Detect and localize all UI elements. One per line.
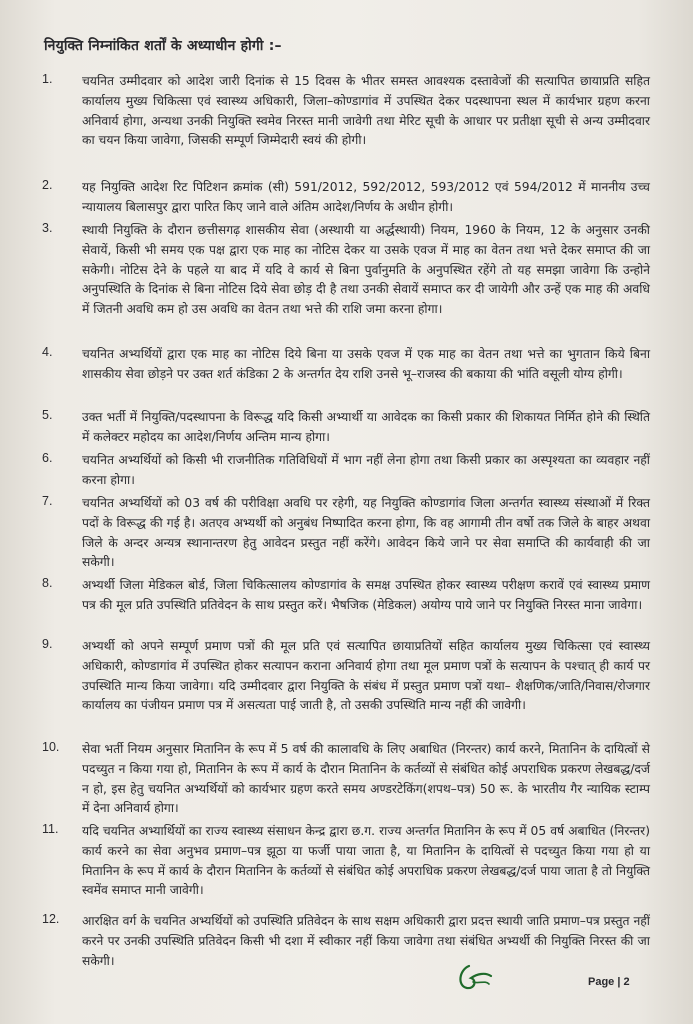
- clause-number: 7.: [42, 494, 53, 508]
- conditions-heading: नियुक्ति निम्नांकित शर्तों के अध्याधीन होगी :–: [44, 38, 282, 54]
- clause-number: 8.: [42, 576, 53, 590]
- clause-text: चयनित अभ्यर्थियों द्वारा एक माह का नोटिस दिये बिना या उसके एवज में एक माह का वेतन तथा भत्ते का भुगतान किये बिना शासकीय सेवा छोड़ने पर उक्त शर्त कंडिका 2 के अन्तर्गत देय राशि उनसे भू–राजस्व की बकाया की भांति वसूली योग्य होगी।: [82, 347, 650, 381]
- page-number: Page | 2: [588, 976, 630, 988]
- clause-number: 12.: [42, 912, 60, 926]
- clause-number: 1.: [42, 72, 53, 86]
- clause-text: स्थायी नियुक्ति के दौरान छत्तीसगढ़ शासकीय सेवा (अस्थायी या अर्द्धस्थायी) नियम, 1960 के नियम, 12 के अनुसार उनकी सेवायें, किसी भी समय एक पक्ष द्वारा एक माह का नोटिस देकर या उसके एवज में माह का वेतन तथा भत्ते देकर समाप्त की जा सकेगी। नोटिस देने के पहले या बाद में यदि वे कार्य से बिना पुर्वानुमति के अनुपस्थित रहेंगे तो यह समझा जावेगा कि उन्होने अनुपस्थिति के दिनांक से बिना नोटिस दिये सेवा छोड़ दी है तथा उनकी सेवायें समाप्त कर दी जायेगी और उन्हें एक माह की अवधि में जितनी अवधि कम हो उस अवधि का वेतन तथा भत्ते की राशि जमा करना होगा।: [82, 223, 650, 317]
- clause-text: चयनित उम्मीदवार को आदेश जारी दिनांक से 15 दिवस के भीतर समस्त आवश्यक दस्तावेजों की सत्यापित छायाप्रति सहित कार्यालय मुख्य चिकित्सा एवं स्वास्थ्य अधिकारी, जिला–कोण्डागांव में उपस्थित देकर पदस्थापना स्थल में कार्यभार ग्रहण करना अनिवार्य होगा, अन्यथा उनकी नियुक्ति स्वमेव निरस्त मानी जावेगी तथा मेरिट सूची के आधार पर प्रतीक्षा सूची से अन्य उम्मीदवार का चयन किया जावेगा, जिसकी सम्पूर्ण जिम्मेदारी स्वयं की होगी।: [82, 74, 650, 148]
- signature-mark: [455, 960, 495, 994]
- clause-text: अभ्यर्थी को अपने सम्पूर्ण प्रमाण पत्रों की मूल प्रति एवं सत्यापित छायाप्रतियों सहित कार्यालय मुख्य चिकित्सा एवं स्वास्थ्य अधिकारी, कोण्डागांव में उपस्थित होकर सत्यापन कराना अनिवार्य होगा तथा मूल प्रमाण पत्रों के सत्यापन के पश्चात् ही कार्य पर उपस्थिति मान्य किया जावेगा। यदि उम्मीदवार द्वारा नियुक्ति के संबंध में प्रस्तुत प्रमाण पत्रों यथा– शैक्षणिक/जाति/निवास/रोजगार कार्यालय का पंजीयन प्रमाण पत्र में असत्यता पाई जाती है, तो उसकी उपस्थिति मान्य नहीं की जावेगी।: [82, 639, 650, 713]
- clause-text: सेवा भर्ती नियम अनुसार मितानिन के रूप में 5 वर्ष की कालावधि के लिए अबाधित (निरन्तर) कार्य करने, मितानिन के दायित्वों से पदच्युत न किया गया हो, मितानिन के रूप में कार्य के दौरान मितानिन के कर्तव्यों से संबंधित कोई अपराधिक प्रकरण लेखबद्ध/दर्ज न हो, इस हेतु चयनित अभ्यर्थियों को कार्यभार ग्रहण करते समय अण्डरटेकिंग(शपथ–पत्र) 50 रू. के भारतीय गैर न्यायिक स्टाम्प में देना अनिवार्य होगा।: [82, 742, 650, 816]
- clause-text: अभ्यर्थी जिला मेडिकल बोर्ड, जिला चिकित्सालय कोण्डागांव के समक्ष उपस्थित होकर स्वास्थ्य परीक्षण करावें एवं स्वास्थ्य प्रमाण पत्र की मूल प्रति उपस्थिति प्रतिवेदन के साथ प्रस्तुत करें। भैषजिक (मेडिकल) अयोग्य पाये जाने पर नियुक्ति निरस्त माना जावेगा।: [82, 578, 650, 612]
- clause-text: यदि चयनित अभ्यार्थियों का राज्य स्वास्थ्य संसाधन केन्द्र द्वारा छ.ग. राज्य अन्तर्गत मितानिन के रूप में 05 वर्ष अबाधित (निरन्तर) कार्य करने का सेवा अनुभव प्रमाण–पत्र झूठा या फर्जी पाया जाता है, या मितानिन के दायित्वों से पदच्युत किया गया हो या मितानिन के रूप में कार्य के दौरान मितानिन के कर्तव्यों से संबंधित कोई अपराधिक प्रकरण लेखबद्ध/दर्ज पाया जाता है तो नियुक्ति स्वमेंव समाप्त मानी जावेगी।: [82, 824, 650, 898]
- clause-text: यह नियुक्ति आदेश रिट पिटिशन क्रमांक (सी) 591/2012, 592/2012, 593/2012 एवं 594/2012 में माननीय उच्च न्यायालय बिलासपुर द्वारा पारित किए जाने वाले अंतिम आदेश/निर्णय के अधीन होगी।: [82, 180, 650, 214]
- clause-text: चयनित अभ्यर्थियों को 03 वर्ष की परीविक्षा अवधि पर रहेगी, यह नियुक्ति कोण्डागांव जिला अन्तर्गत स्वास्थ्य संस्थाओं में रिक्त पदों के विरूद्ध की गई है। अतएव अभ्यर्थी को अनुबंध निष्पादित करना होगा, कि वह आगामी तीन वर्षो तक जिले के बाहर अथवा जिले के अन्दर अन्यत्र स्थानान्तरण हेतु आवेदन प्रस्तुत नहीं करेंगे। आवेदन किये जाने पर सेवा समाप्ति की कार्यवाही की जा सकेगी।: [82, 496, 650, 570]
- clause-number: 6.: [42, 451, 53, 465]
- clause-number: 3.: [42, 221, 53, 235]
- clause-number: 5.: [42, 408, 53, 422]
- clause-number: 11.: [42, 822, 59, 836]
- clause-number: 2.: [42, 178, 53, 192]
- clause-number: 10.: [42, 740, 60, 754]
- clause-number: 4.: [42, 345, 53, 359]
- clause-text: आरक्षित वर्ग के चयनित अभ्यर्थियों को उपस्थिति प्रतिवेदन के साथ सक्षम अधिकारी द्वारा प्रदत्त स्थायी जाति प्रमाण–पत्र प्रस्तुत नहीं करने पर उनकी उपस्थिति प्रतिवेदन किसी भी दशा में स्वीकार नहीं किया जावेगा तथा संबंधित अभ्यर्थी की नियुक्ति निरस्त की जा सकेगी।: [82, 914, 650, 968]
- clause-number: 9.: [42, 637, 53, 651]
- clause-text: उक्त भर्ती में नियुक्ति/पदस्थापना के विरूद्ध यदि किसी अभ्यार्थी या आवेदक का किसी प्रकार की शिकायत निर्मित होने की स्थिति में कलेक्टर महोदय का आदेश/निर्णय अन्तिम मान्य होगा।: [82, 410, 650, 444]
- clause-text: चयनित अभ्यर्थियों को किसी भी राजनीतिक गतिविधियों में भाग नहीं लेना होगा तथा किसी प्रकार का अस्पृश्यता का व्यवहार नहीं करना होगा।: [82, 453, 650, 487]
